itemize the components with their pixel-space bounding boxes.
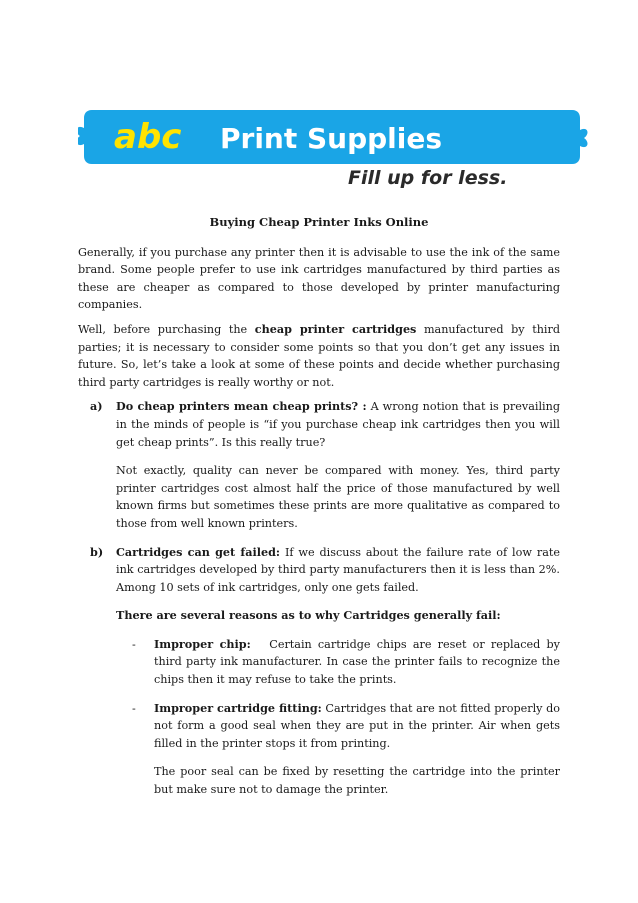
logo-tagline: Fill up for less. — [348, 167, 508, 189]
list-marker-b: b) — [90, 544, 104, 559]
intro-paragraph-2 — [78, 321, 560, 391]
item-b-text: If we discuss about the failure rate of low rate ink cartridges developed by third party manufacturers then it is less than 2%. Among 10 sets of ink cartridges, only one gets failed. — [116, 545, 560, 594]
company-logo — [78, 104, 590, 190]
reason-paragraph — [154, 636, 564, 689]
reason-paragraph-2: The poor seal can be fixed by resetting the cartridge into the printer but make sure not to damage the printer. — [154, 765, 560, 797]
list-item-b — [78, 544, 560, 625]
intro-paragraph-1: Generally, if you purchase any printer then it is advisable to use the ink of the same brand. Some people prefer to use ink cartridges manufactured by third parties as these are cheaper as compared to those developed by printer manufacturing companies. — [78, 245, 560, 312]
item-a-paragraph — [116, 398, 560, 451]
logo-abc: abc — [114, 117, 182, 157]
item-b-heading: Cartridges can get failed: — [116, 544, 281, 559]
reason-paragraph — [154, 700, 560, 753]
reason-text: Certain cartridge chips are reset or replaced by third party ink manufacturer. In case the printer fails to recognize the chips then it may refuse to take the prints. — [154, 637, 564, 687]
logo-graphic — [78, 104, 590, 190]
intro2-post: manufactured by third parties; it is necessary to consider some points so that you don’t get any issues in future. So, let’s take a look at some of these points and decide whether purchasing third party cartridges is really worthy or not. — [78, 322, 560, 389]
logo-brand-name: Print Supplies — [220, 122, 443, 155]
reason-item-improper-fitting — [78, 700, 560, 799]
intro2-pre: Well, before purchasing the — [78, 322, 255, 336]
reasons-heading-text: There are several reasons as to why Cartridges generally fail: — [116, 608, 501, 623]
document-body — [78, 214, 564, 810]
item-a-text: A wrong notion that is prevailing in the minds of people is “if you purchase cheap ink cartridges then you will get cheap prints”. Is this really true? — [116, 400, 560, 449]
reason-dash: - — [132, 701, 136, 715]
item-a-paragraph-2: Not exactly, quality can never be compared with money. Yes, third party printer cartridges cost almost half the price of those manufactured by well known firms but sometimes these prints are more qualitative as compared to those from well known printers. — [116, 464, 560, 530]
reasons-heading — [116, 607, 560, 625]
list-item-a — [78, 398, 560, 532]
reason-item-improper-chip — [78, 636, 564, 689]
item-a-heading: Do cheap printers mean cheap prints? : — [116, 399, 367, 414]
reason-dash: - — [132, 637, 136, 651]
reason-heading: Improper cartridge fitting: — [154, 700, 322, 715]
item-b-paragraph — [116, 544, 560, 597]
intro2-bold: cheap printer cartridges — [254, 321, 417, 336]
list-marker-a: a) — [90, 399, 103, 414]
reason-text: Cartridges that are not fitted properly do not form a good seal when they are put in the printer. Air when gets filled in the printer stops it from printing. — [154, 701, 560, 750]
reason-heading: Improper chip: — [154, 636, 251, 651]
document-title: Buying Cheap Printer Inks Online — [209, 215, 429, 229]
